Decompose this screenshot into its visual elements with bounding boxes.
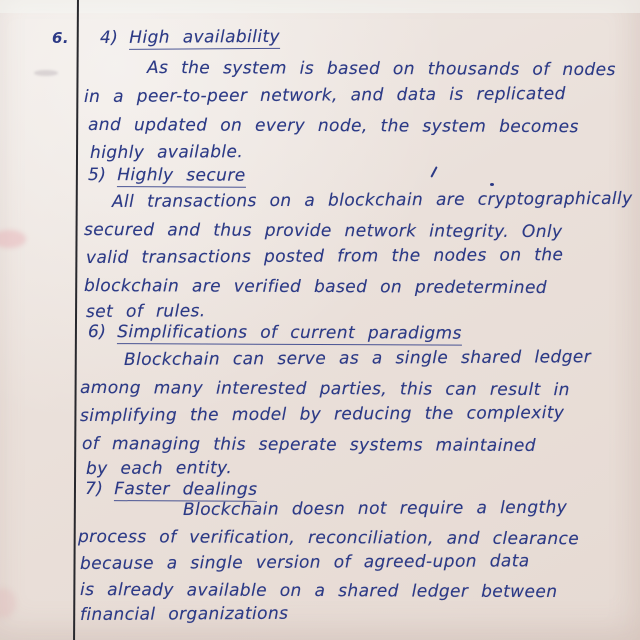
note-line: is already available on a shared ledger between (79, 580, 558, 603)
note-line: blockchain are verified based on predetermined (83, 276, 548, 299)
note-line: and updated on every node, the system becomes (87, 115, 579, 138)
note-line: by each entity. (85, 458, 233, 479)
heading-title: Highly secure (117, 165, 246, 186)
note-line: simplifying the model by reducing the complexity (79, 403, 565, 426)
page-margin-number: 6. (52, 29, 70, 47)
heading-number: 7) (84, 479, 104, 500)
heading-number: 6) (87, 322, 107, 343)
stray-pen-mark (490, 183, 494, 186)
note-line: of managing this seperate systems maintained (81, 434, 537, 456)
note-line: secured and thus provide network integrity. Only (83, 220, 563, 243)
note-line: in a peer-to-peer network, and data is replicated (83, 84, 566, 107)
stray-pen-mark (430, 166, 438, 178)
heading-title: Simplifications of current paradigms (117, 322, 462, 344)
paper-smudge (34, 70, 58, 76)
heading-number: 5) (87, 165, 107, 186)
heading-number: 4) (99, 27, 119, 48)
note-line: Blockchain doesn not require a lengthy (182, 497, 568, 520)
note-line: valid transactions posted from the nodes on the (85, 245, 564, 268)
section-heading-high-availability (100, 27, 280, 48)
note-line: As the system is based on thousands of nodes (146, 58, 616, 81)
note-line: among many interested parties, this can result in (79, 378, 570, 401)
note-line: process of verification, reconciliation, and clearance (77, 527, 580, 550)
heading-title: High availability (129, 26, 281, 48)
section-heading-highly-secure (88, 165, 246, 186)
note-line: highly available. (89, 142, 244, 163)
section-heading-simplifications (88, 322, 462, 344)
note-line: Blockchain can serve as a single shared ledger (123, 347, 592, 370)
note-line: set of rules. (85, 301, 206, 322)
paper-smudge (0, 230, 26, 248)
note-line: because a single version of agreed-upon data (79, 551, 530, 574)
heading-title: Faster dealings (114, 479, 258, 500)
paper-smudge (0, 588, 16, 618)
note-line: financial organizations (79, 603, 289, 625)
note-line: All transactions on a blockchain are cryptographically (111, 188, 633, 212)
section-heading-faster-dealings (85, 479, 257, 500)
